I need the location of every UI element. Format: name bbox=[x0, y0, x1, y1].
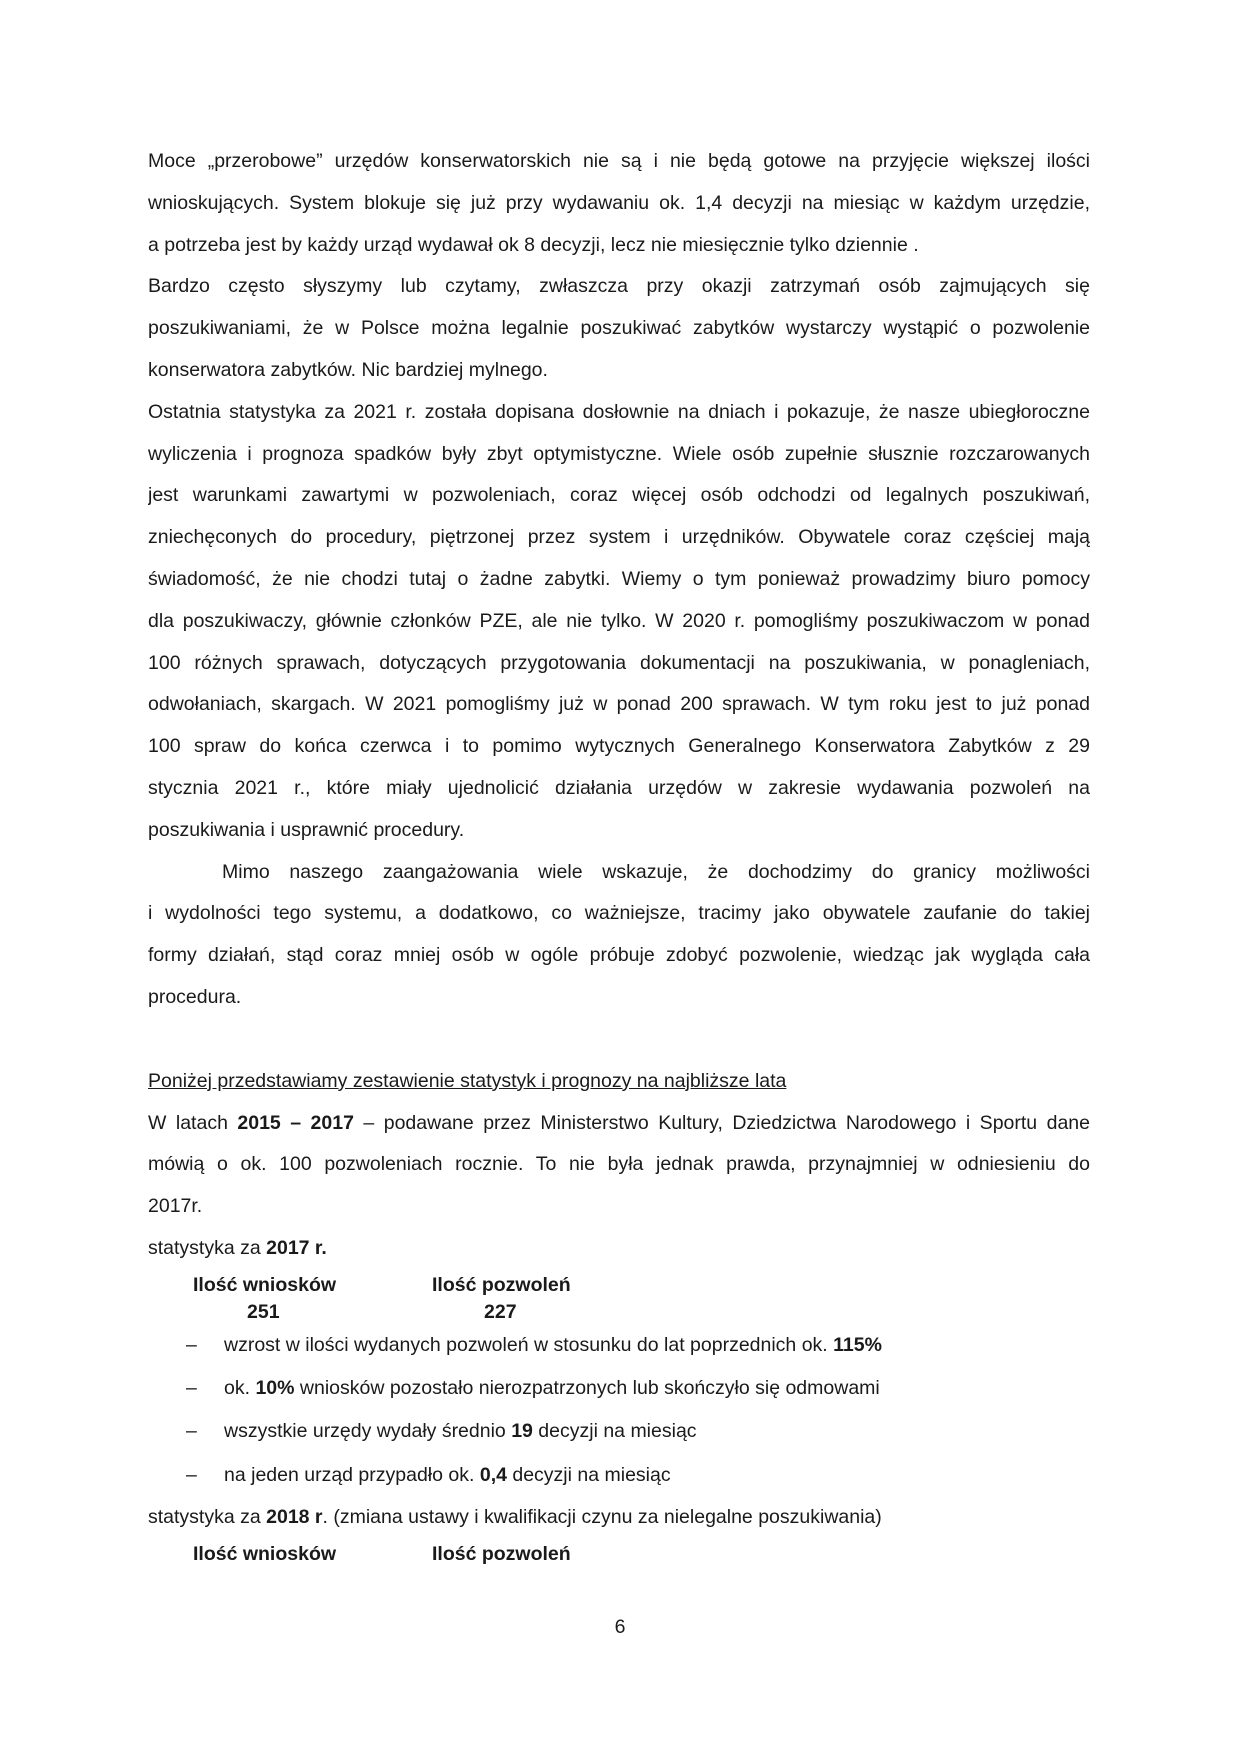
bold-value: 0,4 bbox=[479, 1463, 507, 1486]
text-line: wyliczenia i prognoza spadków były zbyt optymistyczne. Wiele osób zupełnie słusznie rozczarowanych bbox=[148, 442, 1090, 465]
list-item-text bbox=[224, 1454, 671, 1497]
paragraph-statistics-2021 bbox=[148, 392, 1090, 852]
text-span: . (zmiana ustawy i kwalifikacji czynu za nielegalne poszukiwania) bbox=[322, 1505, 882, 1528]
page-number: 6 bbox=[614, 1616, 626, 1638]
text-line: Mimo naszego zaangażowania wiele wskazuje, że dochodzimy do granicy możliwości bbox=[222, 860, 1090, 883]
text-line: 2017r. bbox=[148, 1195, 203, 1218]
stats-2017-table-values bbox=[148, 1300, 1090, 1324]
dash-bullet: – bbox=[186, 1333, 197, 1356]
bold-value: 10% bbox=[255, 1377, 295, 1400]
text-line: zniechęconych do procedury, piętrzonej przez system i urzędników. Obywatele coraz częściej mają bbox=[148, 526, 1090, 549]
text-line: procedura. bbox=[148, 985, 242, 1008]
text-line: dla poszukiwaczy, głównie członków PZE, ale nie tylko. W 2020 r. pomogliśmy poszukiwaczom w ponad bbox=[148, 609, 1090, 632]
text-line: poszukiwaniami, że w Polsce można legalnie poszukiwać zabytków wystarczy wystąpić o pozwolenie bbox=[148, 317, 1090, 340]
bold-year: 2018 r bbox=[266, 1505, 323, 1528]
bold-value: 115% bbox=[833, 1333, 882, 1356]
text-line bbox=[148, 1103, 1090, 1145]
text-line: i wydolności tego systemu, a dodatkowo, co ważniejsze, tracimy jako obywatele zaufanie do takiej bbox=[148, 902, 1090, 925]
text-span: statystyka za bbox=[148, 1505, 267, 1528]
list-item bbox=[148, 1410, 1090, 1453]
bold-value: 19 bbox=[511, 1420, 533, 1443]
column-header-applications: Ilość wniosków bbox=[193, 1542, 337, 1565]
paragraph-capacity bbox=[148, 141, 1090, 266]
text-line: formy działań, stąd coraz mniej osób w ogóle próbuje zdobyć pozwolenie, wiedząc jak wygląda cała bbox=[148, 944, 1090, 967]
text-line: mówią o ok. 100 pozwoleniach rocznie. To nie była jednak prawda, przynajmniej w odniesieniu do bbox=[148, 1153, 1090, 1176]
list-item bbox=[148, 1367, 1090, 1410]
stats-2018-table-header bbox=[148, 1539, 1090, 1569]
document-body bbox=[148, 141, 1090, 1569]
column-header-permits: Ilość pozwoleń bbox=[432, 1273, 571, 1296]
text-line: jest warunkami zawartymi w pozwoleniach, coraz więcej osób odchodzi od legalnych poszukiwań, bbox=[148, 484, 1090, 507]
column-header-applications: Ilość wniosków bbox=[193, 1273, 337, 1296]
text-span: decyzji na miesiąc bbox=[532, 1420, 697, 1443]
text-span: na jeden urząd przypadło ok. bbox=[224, 1463, 480, 1486]
text-span: decyzji na miesiąc bbox=[506, 1463, 671, 1486]
dash-bullet: – bbox=[186, 1377, 197, 1400]
stats-2017-table-header bbox=[148, 1270, 1090, 1300]
text-span: ok. bbox=[224, 1377, 256, 1400]
bold-years: 2015 – 2017 bbox=[237, 1111, 354, 1134]
text-line: Ostatnia statystyka za 2021 r. została dopisana dosłownie na dniach i pokazuje, że nasze ubiegłoroczne bbox=[148, 400, 1090, 423]
permits-value: 227 bbox=[484, 1300, 517, 1323]
text-span: – podawane przez Ministerstwo Kultury, Dziedzictwa Narodowego i Sportu dane bbox=[353, 1111, 1090, 1134]
text-line: 100 spraw do końca czerwca i to pomimo wytycznych Generalnego Konserwatora Zabytków z 29 bbox=[148, 735, 1090, 758]
text-line: Moce „przerobowe” urzędów konserwatorskich nie są i nie będą gotowe na przyjęcie większej ilości bbox=[148, 150, 1090, 172]
list-item bbox=[148, 1454, 1090, 1497]
column-header-permits: Ilość pozwoleń bbox=[432, 1542, 571, 1565]
spacer bbox=[148, 1019, 1090, 1061]
text-span: W latach bbox=[148, 1111, 238, 1134]
list-item bbox=[148, 1324, 1090, 1367]
paragraph-misconception bbox=[148, 266, 1090, 391]
text-line: wnioskujących. System blokuje się już przy wydawaniu ok. 1,4 decyzji na miesiąc w każdym urzędzie, bbox=[148, 191, 1090, 214]
text-span: wniosków pozostało nierozpatrzonych lub skończyło się odmowami bbox=[294, 1377, 880, 1400]
dash-bullet: – bbox=[186, 1420, 197, 1443]
text-line: konserwatora zabytków. Nic bardziej mylnego. bbox=[148, 358, 548, 381]
bold-year: 2017 r. bbox=[266, 1236, 327, 1259]
text-line: świadomość, że nie chodzi tutaj o żadne zabytki. Wiemy o tym ponieważ prowadzimy biuro pomocy bbox=[148, 567, 1090, 590]
text-span: statystyka za bbox=[148, 1236, 267, 1259]
list-item-text bbox=[224, 1367, 880, 1410]
list-item-text bbox=[224, 1410, 697, 1453]
text-line: odwołaniach, skargach. W 2021 pomogliśmy już w ponad 200 sprawach. W tym roku jest to już ponad bbox=[148, 693, 1090, 716]
text-span: wzrost w ilości wydanych pozwoleń w stosunku do lat poprzednich ok. bbox=[224, 1333, 834, 1356]
text-line: poszukiwania i usprawnić procedury. bbox=[148, 818, 465, 841]
paragraph-engagement bbox=[148, 852, 1090, 1019]
stats-2018-label bbox=[148, 1497, 1090, 1539]
text-line: stycznia 2021 r., które miały ujednolicić działania urzędów w zakresie wydawania pozwoleń na bbox=[148, 776, 1090, 799]
text-line: a potrzeba jest by każdy urząd wydawał ok 8 decyzji, lecz nie miesięcznie tylko dziennie . bbox=[148, 233, 919, 256]
text-span: wszystkie urzędy wydały średnio bbox=[224, 1420, 512, 1443]
applications-value: 251 bbox=[247, 1300, 280, 1323]
text-line: 100 różnych sprawach, dotyczących przygotowania dokumentacji na poszukiwania, w ponagleniach, bbox=[148, 651, 1090, 674]
stats-2017-bullets bbox=[148, 1324, 1090, 1497]
stats-2017-label bbox=[148, 1228, 1090, 1270]
list-item-text bbox=[224, 1324, 882, 1367]
section-heading: Poniżej przedstawiamy zestawienie statystyk i prognozy na najbliższe lata bbox=[148, 1069, 787, 1092]
dash-bullet: – bbox=[186, 1463, 197, 1486]
text-line: Bardzo często słyszymy lub czytamy, zwłaszcza przy okazji zatrzymań osób zajmujących się bbox=[148, 275, 1090, 298]
